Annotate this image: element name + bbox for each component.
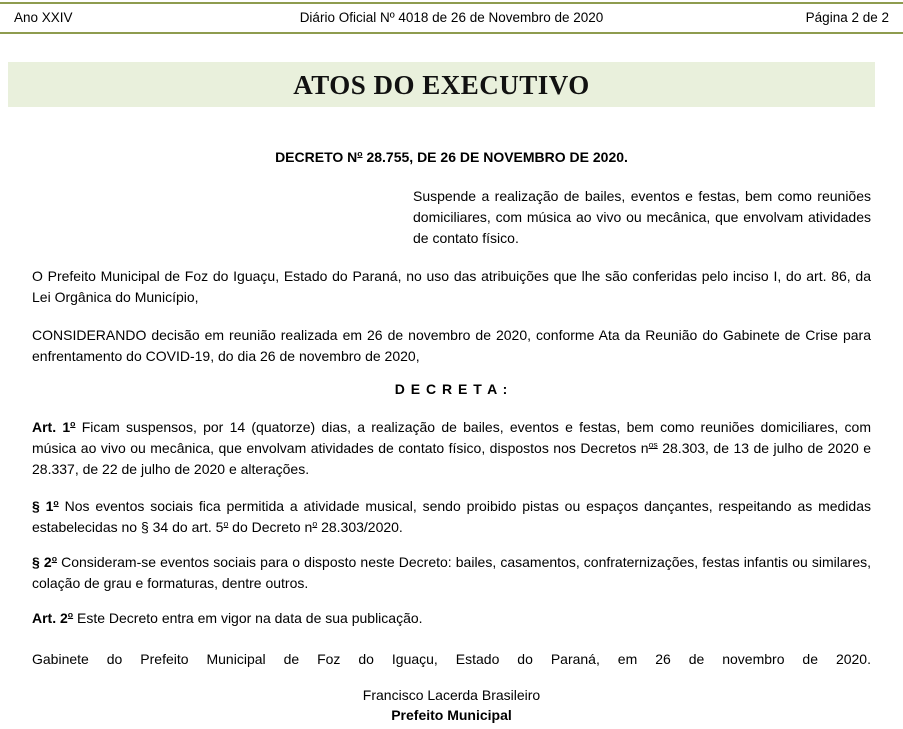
closing bbox=[32, 649, 871, 670]
decreta-heading bbox=[32, 379, 871, 400]
text-segment: Prefeito Municipal bbox=[391, 707, 512, 723]
ordinal-indicator: o bbox=[223, 518, 229, 529]
paragraph-2 bbox=[32, 552, 871, 594]
text-segment: Francisco Lacerda Brasileiro bbox=[362, 687, 541, 703]
gazette-page-number: Página 2 de 2 bbox=[805, 10, 889, 25]
article-1 bbox=[32, 417, 871, 480]
text-segment: Ficam suspensos, por 14 (quatorze) dias, a realização de bailes, eventos e festas, bem como reuniões domiciliares, com música ao vivo ou mecânica, que envolvam atividades de contato físico, dispostos nos Decretos n bbox=[32, 419, 871, 456]
preamble bbox=[32, 266, 871, 308]
text-segment: § 2 bbox=[32, 554, 52, 570]
gazette-header bbox=[0, 2, 903, 34]
decree-summary bbox=[413, 186, 871, 249]
text-segment: 28.303, de 13 de julho de 2020 e 28.337, de 22 de julho de 2020 e alterações. bbox=[32, 440, 871, 477]
ordinal-indicator: o bbox=[357, 148, 363, 159]
considerando bbox=[32, 325, 871, 367]
ordinal-indicator: o bbox=[53, 497, 59, 508]
text-segment: 28.755, DE 26 DE NOVEMBRO DE 2020. bbox=[362, 149, 628, 165]
ordinal-indicator: o bbox=[67, 609, 74, 620]
gazette-year: Ano XXIV bbox=[14, 10, 73, 25]
text-segment: D E C R E T A : bbox=[394, 381, 509, 397]
section-banner bbox=[8, 62, 875, 107]
section-banner-title: ATOS DO EXECUTIVO bbox=[293, 70, 590, 100]
decree-title bbox=[32, 147, 871, 168]
text-segment: Suspende a realização de bailes, eventos e festas, bem como reuniões domiciliares, com música ao vivo ou mecânica, que envolvam atividades de contato físico. bbox=[413, 188, 871, 246]
text-segment: 28.303/2020. bbox=[317, 519, 403, 535]
article-2 bbox=[32, 608, 871, 629]
ordinal-indicator: os bbox=[648, 439, 658, 450]
ordinal-indicator: o bbox=[70, 418, 76, 429]
ordinal-indicator: o bbox=[312, 518, 318, 529]
text-segment: O Prefeito Municipal de Foz do Iguaçu, Estado do Paraná, no uso das atribuições que lhe são conferidas pelo inciso I, do art. 86, da Lei Orgânica do Município, bbox=[32, 268, 871, 305]
text-segment: § 1 bbox=[32, 498, 54, 514]
text-segment: Este Decreto entra em vigor na data de sua publicação. bbox=[73, 610, 423, 626]
text-segment: Consideram-se eventos sociais para o disposto neste Decreto: bailes, casamentos, confraternizações, festas infantis ou similares, colação de grau e formaturas, dentre outros. bbox=[32, 554, 872, 591]
text-segment: Gabinete do Prefeito Municipal de Foz do Iguaçu, Estado do Paraná, em 26 de novembro de 2020. bbox=[32, 651, 871, 667]
text-segment: DECRETO N bbox=[275, 149, 358, 165]
gazette-title: Diário Oficial Nº 4018 de 26 de Novembro de 2020 bbox=[299, 10, 604, 25]
text-segment: Art. 2 bbox=[32, 610, 68, 626]
text-segment: do Decreto n bbox=[228, 519, 313, 535]
paragraph-1 bbox=[32, 496, 871, 538]
text-segment: Nos eventos sociais fica permitida a atividade musical, sendo proibido pistas ou espaços dançantes, respeitando as medidas estabelecidas no § 34 do art. 5 bbox=[32, 498, 871, 535]
ordinal-indicator: o bbox=[51, 553, 57, 564]
text-segment: Art. 1 bbox=[32, 419, 71, 435]
signature-role bbox=[32, 705, 871, 725]
signature-name bbox=[32, 685, 871, 705]
text-segment: CONSIDERANDO decisão em reunião realizada em 26 de novembro de 2020, conforme Ata da Reunião do Gabinete de Crise para enfrentamento do COVID-19, do dia 26 de novembro de 2020, bbox=[32, 327, 871, 364]
document-body bbox=[0, 147, 903, 725]
